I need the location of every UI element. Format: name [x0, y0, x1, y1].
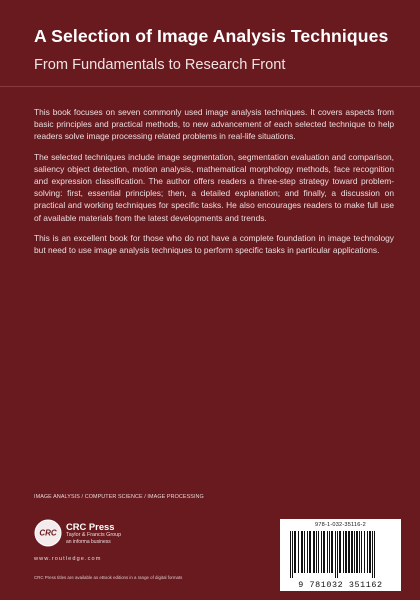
- barcode-bar: [309, 531, 311, 573]
- description-paragraph-3: This is an excellent book for those who do not have a complete foundation in image technology but need to use image analysis techniques to perform specific tasks in particular applications.: [34, 232, 394, 256]
- ebook-note: CRC Press titles are available as eBook editions in a range of digital formats: [34, 575, 183, 580]
- isbn-digits: 9 781032 351162: [298, 580, 383, 590]
- barcode-bar: [318, 531, 319, 573]
- barcode-bar: [298, 531, 299, 573]
- barcode-bar: [374, 531, 375, 578]
- barcode-bar: [369, 531, 371, 573]
- book-description: [34, 106, 394, 264]
- barcode-bar: [354, 531, 355, 573]
- barcode-bar: [345, 531, 347, 573]
- subject-categories: IMAGE ANALYSIS / COMPUTER SCIENCE / IMAGE PROCESSING: [34, 494, 204, 500]
- barcode-bar: [313, 531, 315, 573]
- description-paragraph-1: This book focuses on seven commonly used image analysis techniques. It covers aspects from basic principles and practical methods, to new advancement of each selected technique to help readers solve image processing related problems in real-life situations.: [34, 107, 394, 142]
- description-paragraph-2: The selected techniques include image segmentation, segmentation evaluation and comparison, saliency object detection, motion analysis, mathematical morphology methods, face recognition and expression classification. The author offers readers a three-step strategy toward problem-solving: first, essential principles; then, a detailed explanation; and finally, a discussion on practical and working techniques for specific tasks. He also encourages readers to make full use of available materials from the latest developments and trends.: [34, 151, 394, 223]
- barcode-bar: [290, 531, 291, 578]
- crc-press-logo-icon: [34, 519, 62, 547]
- book-title: A Selection of Image Analysis Techniques: [34, 26, 389, 46]
- logo-text: CRC: [39, 528, 57, 538]
- barcode-bar: [316, 531, 317, 573]
- barcode-bar: [359, 531, 360, 573]
- barcode-bar: [343, 531, 344, 573]
- barcode-bar: [327, 531, 328, 573]
- barcode-bar: [364, 531, 365, 573]
- isbn-barcode: [280, 519, 401, 591]
- barcode-bar: [329, 531, 330, 573]
- barcode-bar: [304, 531, 305, 573]
- barcode-bar: [367, 531, 368, 573]
- barcode-bar: [335, 531, 336, 578]
- barcode-bar: [294, 531, 296, 573]
- barcode-bar: [348, 531, 350, 573]
- book-subtitle: From Fundamentals to Research Front: [34, 57, 286, 73]
- barcode-bar: [337, 531, 338, 578]
- barcode-bar: [323, 531, 325, 573]
- barcode-bar: [372, 531, 373, 578]
- barcode-bar: [307, 531, 308, 573]
- barcode-bar: [321, 531, 322, 573]
- barcode-bar: [351, 531, 353, 573]
- barcode-bar: [361, 531, 362, 573]
- publisher-group: Taylor & Francis Group: [66, 532, 122, 539]
- publisher-website[interactable]: www.routledge.com: [34, 556, 102, 562]
- barcode-bar: [301, 531, 303, 573]
- publisher-name: CRC Press: [66, 521, 115, 532]
- barcode-bar: [339, 531, 341, 573]
- divider: [0, 86, 420, 87]
- publisher-info: [66, 522, 121, 545]
- barcode-bar: [331, 531, 333, 573]
- barcode-bar: [292, 531, 293, 578]
- barcode-bar: [356, 531, 358, 573]
- isbn-label: 978-1-032-35116-2: [315, 522, 366, 528]
- barcode-icon: [284, 531, 397, 578]
- publisher-subline: an informa business: [66, 538, 111, 545]
